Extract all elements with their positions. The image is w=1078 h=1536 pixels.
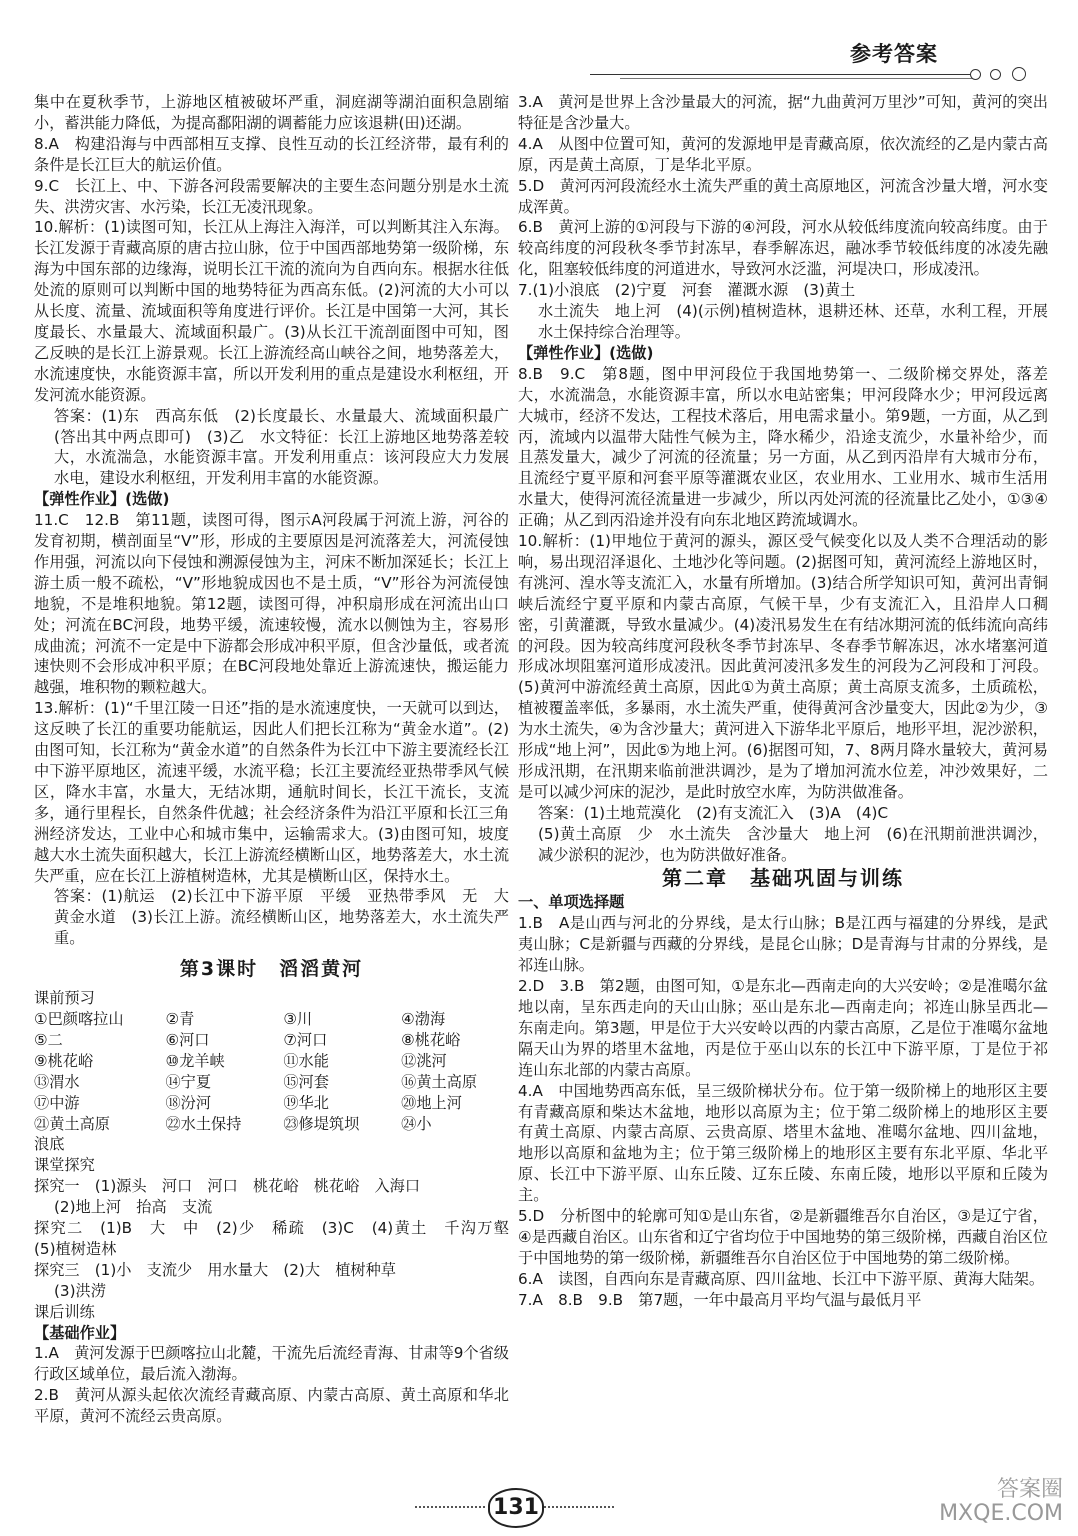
homework-tag: 【弹性作业】(选做): [518, 343, 654, 362]
preview-answer: ⑭宁夏: [165, 1072, 212, 1091]
footer-dotted-rule: [415, 1506, 485, 1508]
answer-item: 水土流失 地上河 (4)(示例)植树造林，退耕还林、还草，水利工程，开展水土保持综合治理等。: [538, 302, 1048, 341]
preview-answer-grid: [34, 1009, 509, 1134]
part-heading: 一、单项选择题: [518, 893, 625, 912]
watermark-url: MXQE.COM: [939, 1501, 1063, 1526]
preview-answer: ⑧桃花峪: [401, 1030, 461, 1049]
left-column: [34, 92, 525, 1427]
subsection-label: 课后训练: [34, 1302, 95, 1321]
preview-answer: ⑨桃花峪: [34, 1051, 94, 1070]
chapter-title: 第二章 基础巩固与训练: [662, 865, 904, 890]
preview-answer: ㉔小: [401, 1114, 432, 1133]
subsection-label: 课堂探究: [34, 1156, 95, 1175]
answer-item: 9.C 长江上、中、下游各河段需要解决的主要生态问题分别是水土流失、洪涝灾害、水污染，长江无凌汛现象。: [34, 176, 509, 216]
answer-item: 13.解析：(1)“千里江陵一日还”指的是水流速度快，一天就可以到达，这反映了长江的重要功能航运，因此人们把长江称为“黄金水道”。(2)由图可知，长江称为“黄金水道”的自然条件为长江中下游主要流经长江中下游平原地区，流速平缓，水流平稳；长江主要流经亚热带季风气候区，降水丰富，水量大，无结冰期，通航时间长，长江干流长，支流多，通行里程长，自然条件优越；社会经济条件为沿江平原和长江三角洲经济发达，工业中心和城市集中，运输需求大。(3)由图可知，坡度越大水土流失面积越大，长江上游流经横断山区，地势落差大，水土流失严重，应在长江上游植树造林，尤其是横断山区，保持水土。: [34, 699, 509, 885]
answer-item: 1.B A是山西与河北的分界线，是太行山脉；B是江西与福建的分界线，是武夷山脉；C是新疆与西藏的分界线，是昆仑山脉；D是青海与甘肃的分界线，是祁连山脉。: [518, 914, 1048, 975]
header-circle-ornament: [990, 69, 1001, 80]
answer-key: 答案：(1)土地荒漠化 (2)有支流汇入 (3)A (4)C: [538, 803, 889, 822]
answer-item: 7.(1)小浪底 (2)宁夏 河套 灌溉水源 (3)黄土: [518, 281, 856, 300]
answer-item: 11.C 12.B 第11题，读图可得，图示A河段属于河流上游，河谷的发育初期，横剖面呈“V”形，形成的主要原因是河流落差大，河流侵蚀作用强，河流以向下侵蚀和溯源侵蚀为主，河床不断加深延长；长江上游土质一般不疏松，“V”形地貌成因也不是土质，“V”形谷为河流侵蚀地貌，不是堆积地貌。第12题，读图可得，冲积扇形成在河流出山口处；河流在BC河段，地势平缓，流速较慢，流水以侧蚀为主，容易形成曲流；河流不一定是中下游都会形成冲积平原，但含沙量低，或者流速快则不会形成冲积平原；在BC河段地处靠近上游流速快，搬运能力越强，堆积物的颗粒越大。: [34, 511, 509, 697]
header-circle-ornament: [970, 69, 981, 80]
explore-answer: 探究二 (1)B 大 中 (2)少 稀疏 (3)C (4)黄土 千沟万壑 (5)植树造林: [34, 1219, 525, 1258]
paragraph: 集中在夏秋季节，上游地区植被破坏严重，洞庭湖等湖泊面积急剧缩小，蓄洪能力降低，为提高鄱阳湖的调蓄能力应该退耕(田)还湖。: [34, 93, 509, 132]
header-rule: [590, 74, 975, 75]
answer-item: 1.A 黄河发源于巴颜喀拉山北麓，干流先后流经青海、甘肃等9个省级行政区域单位，最后流入渤海。: [34, 1344, 509, 1384]
answer-key: 答案：(1)东 西高东低 (2)长度最长、水量最大、流域面积最广(答出其中两点即可) (3)乙 水文特征：长江上游地区地势落差较大，水流湍急，水能资源丰富。开发利用重点：该河段应大力发展水电，建设水利枢纽，开发利用丰富的水能资源。: [54, 406, 509, 488]
watermark-text: 答案圈: [996, 1477, 1063, 1502]
preview-answer: ③川: [283, 1009, 313, 1028]
answer-item: 6.B 黄河上游的①河段与下游的④河段，河水从较低纬度流向较高纬度。由于较高纬度的河段秋冬季节封冻早，春季解冻迟，融冰季节较低纬度的冰凌先融化，阻塞较低纬度的河道进水，导致河水泛滥，河堤决口，形成凌汛。: [518, 218, 1048, 279]
answer-key: 答案：(1)航运 (2)长江中下游平原 平缓 亚热带季风 无 大 黄金水道 (3)长江上游。流经横断山区，地势落差大，水土流失严重。: [54, 887, 525, 948]
answer-item: 10.解析：(1)读图可知，长江从上海注入海洋，可以判断其注入东海。长江发源于青藏高原的唐古拉山脉，位于中国西部地势第一级阶梯，东海为中国东部的边缘海，说明长江干流的流向为自西向东。根据水往低处流的原则可以判断中国的地势特征为西高东低。(2)河流的大小可以从长度、流量、流域面积等角度进行评价。长江是中国第一大河，其长度最长、水量最大、流域面积最广。(3)从长江干流剖面图中可知，图乙反映的是长江上游景观。长江上游流经高山峡谷之间，地势落差大，水流速度快，水能资源丰富，所以开发利用的重点是建设水利枢纽，开发河流水能资源。: [34, 218, 509, 404]
answer-item: 10.解析：(1)甲地位于黄河的源头，源区受气候变化以及人类不合理活动的影响，易出现沼泽退化、土地沙化等问题。(2)据图可知，黄河流经上游地区时，有洮河、湟水等支流汇入，水量有所增加。(3)结合所学知识可知，黄河出青铜峡后流经宁夏平原和内蒙古高原，气候干旱，少有支流汇入，且沿岸人口稠密，引黄灌溉，导致水量减少。(4)凌汛易发生在有结冰期河流的低纬流向高纬的河段。因为较高纬度河段秋冬季节封冻早、冬春季节解冻迟，冰水堵塞河道形成冰坝阻塞河道形成凌汛。因此黄河凌汛多发生的河段为乙河段和丁河段。(5)黄河中游流经黄土高原，因此①为黄土高原；黄土高原支流多，土质疏松，植被覆盖率低，多暴雨，水土流失严重，使得黄河含沙量变大，因此②为少，③为水土流失，④为含沙量大；黄河进入下游华北平原后，地形平坦，泥沙淤积，形成“地上河”，因此⑤为地上河。(6)据图可知，7、8两月降水量较大，黄河易形成汛期，在汛期来临前泄洪调沙，是为了增加河流水位差，冲沙效果好，二是可以减少河床的泥沙，是此时放空水库，为防洪做准备。: [518, 532, 1048, 801]
homework-tag: 【基础作业】: [34, 1323, 126, 1342]
preview-answer: ⑤二: [34, 1030, 63, 1049]
header-title: 参考答案: [850, 42, 938, 66]
section-title: 第3课时 滔滔黄河: [179, 958, 364, 981]
preview-answer: ⑩龙羊峡: [165, 1051, 225, 1070]
right-column: [518, 92, 1048, 1311]
preview-answer: ②青: [165, 1009, 195, 1028]
homework-tag: 【弹性作业】(选做): [34, 490, 170, 509]
page-number: 131: [488, 1488, 544, 1528]
subsection-label: 课前预习: [34, 989, 95, 1008]
header-circle-ornament: [1012, 67, 1026, 81]
preview-answer: ⑦河口: [283, 1030, 328, 1049]
answer-item: 3.A 黄河是世界上含沙量最大的河流，据“九曲黄河万里沙”可知，黄河的突出特征是含沙量大。: [518, 93, 1048, 132]
preview-answer-tail: 浪底: [34, 1135, 65, 1154]
answer-item: 2.D 3.B 第2题，由图可知，①是东北—西南走向的大兴安岭；②是准噶尔盆地以南，呈东西走向的天山山脉；巫山是东北—西南走向；祁连山脉呈西北—东南走向。第3题，甲是位于大兴安岭以西的内蒙古高原，乙是位于准噶尔盆地隔天山为界的塔里木盆地，丙是位于巫山以东的长江中下游平原，丁是位于祁连山东北部的内蒙古高原。: [518, 977, 1048, 1079]
preview-answer: ⑥河口: [165, 1030, 210, 1049]
preview-answer: ⑲华北: [283, 1093, 329, 1112]
preview-answer: ㉓修堤筑坝: [283, 1114, 360, 1133]
answer-item: 4.A 中国地势西高东低，呈三级阶梯状分布。位于第一级阶梯上的地形区主要有青藏高原和柴达木盆地，地形以高原为主；位于第二级阶梯上的地形区主要有黄土高原、内蒙古高原、云贵高原、塔里木盆地、准噶尔盆地、四川盆地，地形以高原和盆地为主；位于第三级阶梯上的地形区主要有东北平原、华北平原、长江中下游平原、山东丘陵、辽东丘陵、东南丘陵，地形以平原和丘陵为主。: [518, 1081, 1048, 1205]
watermark-logo: [858, 1478, 1063, 1530]
explore-answer: 探究一 (1)源头 河口 河口 桃花峪 桃花峪 入海口: [34, 1177, 421, 1196]
preview-answer: ⑬渭水: [34, 1072, 80, 1091]
answer-item: 7.A 8.B 9.B 第7题，一年中最高月平均气温与最低月平: [518, 1290, 922, 1309]
answer-item: 5.D 黄河丙河段流经水土流失严重的黄土高原地区，河流含沙量大增，河水变成浑黄。: [518, 176, 1048, 216]
answer-item: 6.A 读图，自西向东是青藏高原、四川盆地、长江中下游平原、黄海大陆架。: [518, 1269, 1045, 1288]
explore-answer: (3)洪涝: [54, 1281, 106, 1300]
answer-item: 8.B 9.C 第8题，图中甲河段位于我国地势第一、二级阶梯交界处，落差大，水流湍急，水能资源丰富，所以水电站密集；甲河段降水少；甲河段远离大城市，经济不发达，工程技术落后，用电需求量小。第9题，一方面，从乙到丙，流域内以温带大陆性气候为主，降水稀少，沿途支流少，水量补给少，而且蒸发量大，减少了河流的径流量；另一方面，从乙到丙沿岸有大城市分布，且流经宁夏平原和河套平原等灌溉农业区，农业用水、工业用水、城市生活用水量大，使得河流径流量进一步减少，所以丙处河流的径流量比乙处小，①③④正确；从乙到丙沿途并没有向东北地区跨流域调水。: [518, 364, 1048, 530]
header-rule-thin: [620, 78, 975, 79]
answer-item: 8.A 构建沿海与中西部相互支撑、良性互动的长江经济带，最有利的条件是长江巨大的航运价值。: [34, 134, 509, 174]
preview-answer: ④渤海: [401, 1009, 446, 1028]
answer-item: 4.A 从图中位置可知，黄河的发源地甲是青藏高原，依次流经的乙是内蒙古高原，丙是黄土高原，丁是华北平原。: [518, 134, 1048, 174]
explore-answer: 探究三 (1)小 支流少 用水量大 (2)大 植树种草: [34, 1260, 396, 1279]
explore-answer: (2)地上河 抬高 支流: [54, 1198, 213, 1217]
answer-item: 5.D 分析图中的轮廓可知①是山东省，②是新疆维吾尔自治区，③是辽宁省，④是西藏自治区。山东省和辽宁省均位于中国地势的第三级阶梯，西藏自治区位于中国地势的第一级阶梯，新疆维吾尔自治区位于中国地势的第二级阶梯。: [518, 1207, 1048, 1267]
answer-item: 2.B 黄河从源头起依次流经青藏高原、内蒙古高原、黄土高原和华北平原，黄河不流经云贵高原。: [34, 1386, 509, 1426]
preview-answer: ㉑黄土高原: [34, 1114, 110, 1133]
preview-answer: ⑰中游: [34, 1093, 80, 1112]
page-header: [0, 0, 1078, 90]
preview-answer: ⑱汾河: [165, 1093, 212, 1112]
answer-key: (5)黄土高原 少 水土流失 含沙量大 地上河 (6)在汛期前泄洪调沙，减少淤积的泥沙，也为防洪做好准备。: [538, 824, 1048, 864]
preview-answer: ⑪水能: [283, 1051, 329, 1070]
preview-answer: ⑫洮河: [401, 1051, 447, 1070]
preview-answer: ①巴颜喀拉山: [34, 1009, 124, 1028]
preview-answer: ⑯黄土高原: [401, 1072, 478, 1091]
footer-dotted-rule: [544, 1506, 614, 1508]
preview-answer: ⑳地上河: [401, 1093, 462, 1112]
preview-answer: ㉒水土保持: [165, 1114, 242, 1133]
preview-answer: ⑮河套: [283, 1072, 329, 1091]
